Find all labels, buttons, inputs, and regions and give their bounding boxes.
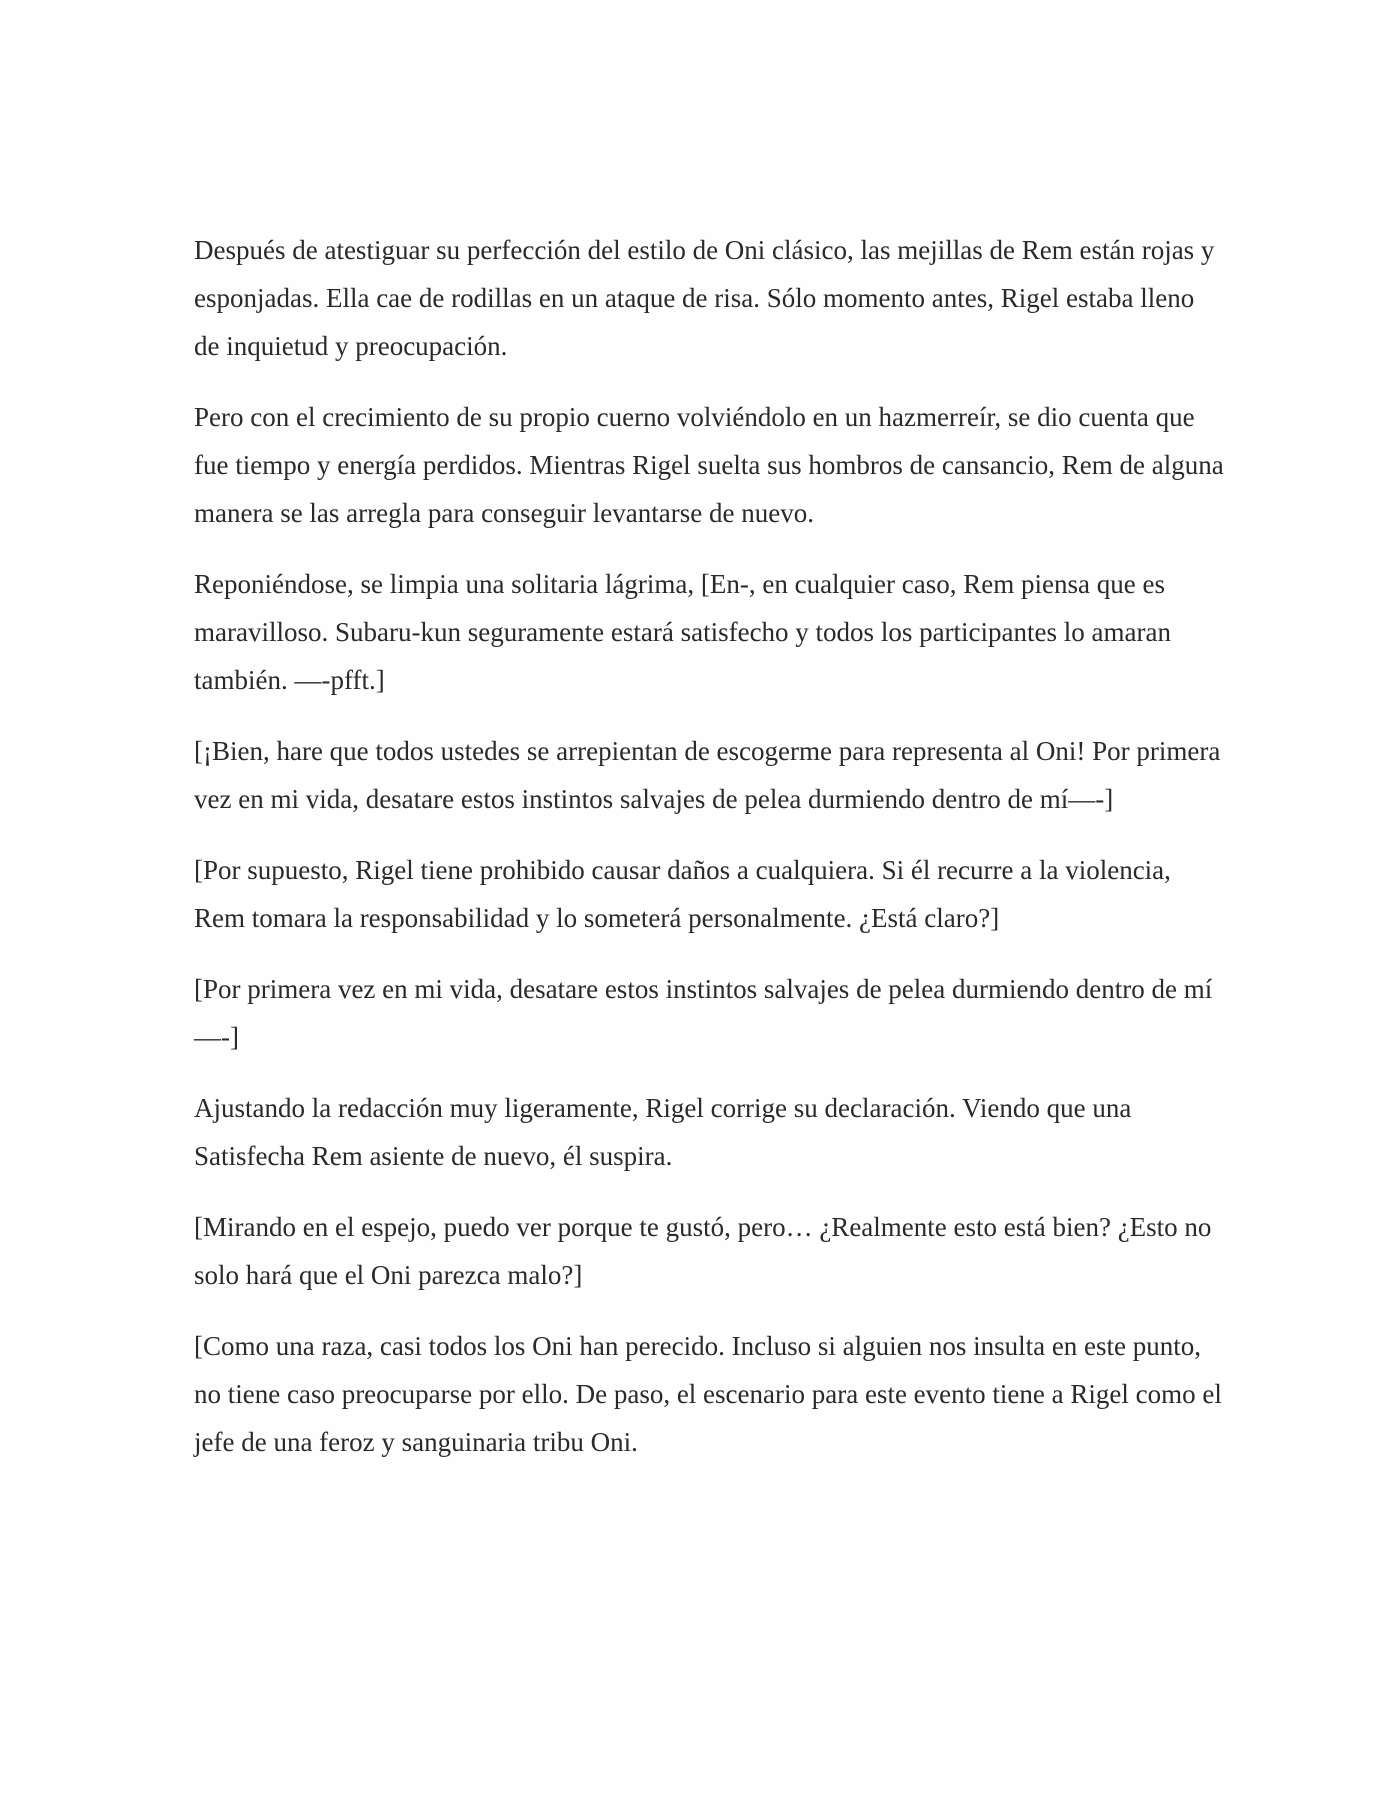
paragraph: [Como una raza, casi todos los Oni han perecido. Incluso si alguien nos insulta en este punto, no tiene caso preocuparse por ello. De paso, el escenario para este evento tiene a Rigel como el jefe de una feroz y sanguinaria tribu Oni. <box>194 1331 1222 1457</box>
paragraph: Después de atestiguar su perfección del estilo de Oni clásico, las mejillas de Rem están rojas y esponjadas. Ella cae de rodillas en un ataque de risa. Sólo momento antes, Rigel estaba lleno de inquietud y preocupación. <box>194 235 1215 361</box>
paragraph: Ajustando la redacción muy ligeramente, Rigel corrige su declaración. Viendo que una Satisfecha Rem asiente de nuevo, él suspira. <box>194 1093 1132 1171</box>
document-body <box>194 226 1224 1489</box>
paragraph: [Por supuesto, Rigel tiene prohibido causar daños a cualquiera. Si él recurre a la violencia, Rem tomara la responsabilidad y lo someterá personalmente. ¿Está claro?] <box>194 855 1171 933</box>
paragraph: [¡Bien, hare que todos ustedes se arrepientan de escogerme para representa al Oni! Por primera vez en mi vida, desatare estos instintos salvajes de pelea durmiendo dentro de mí—-] <box>194 736 1221 814</box>
paragraph: Reponiéndose, se limpia una solitaria lágrima, [En-, en cualquier caso, Rem piensa que es maravilloso. Subaru-kun seguramente estará satisfecho y todos los participantes lo amaran también. —-pfft.] <box>194 569 1171 695</box>
paragraph: [Mirando en el espejo, puedo ver porque te gustó, pero… ¿Realmente esto está bien? ¿Esto no solo hará que el Oni parezca malo?] <box>194 1212 1212 1290</box>
paragraph: [Por primera vez en mi vida, desatare estos instintos salvajes de pelea durmiendo dentro de mí—-] <box>194 974 1213 1052</box>
paragraph: Pero con el crecimiento de su propio cuerno volviéndolo en un hazmerreír, se dio cuenta que fue tiempo y energía perdidos. Mientras Rigel suelta sus hombros de cansancio, Rem de alguna manera se las arregla para conseguir levantarse de nuevo. <box>194 402 1224 528</box>
